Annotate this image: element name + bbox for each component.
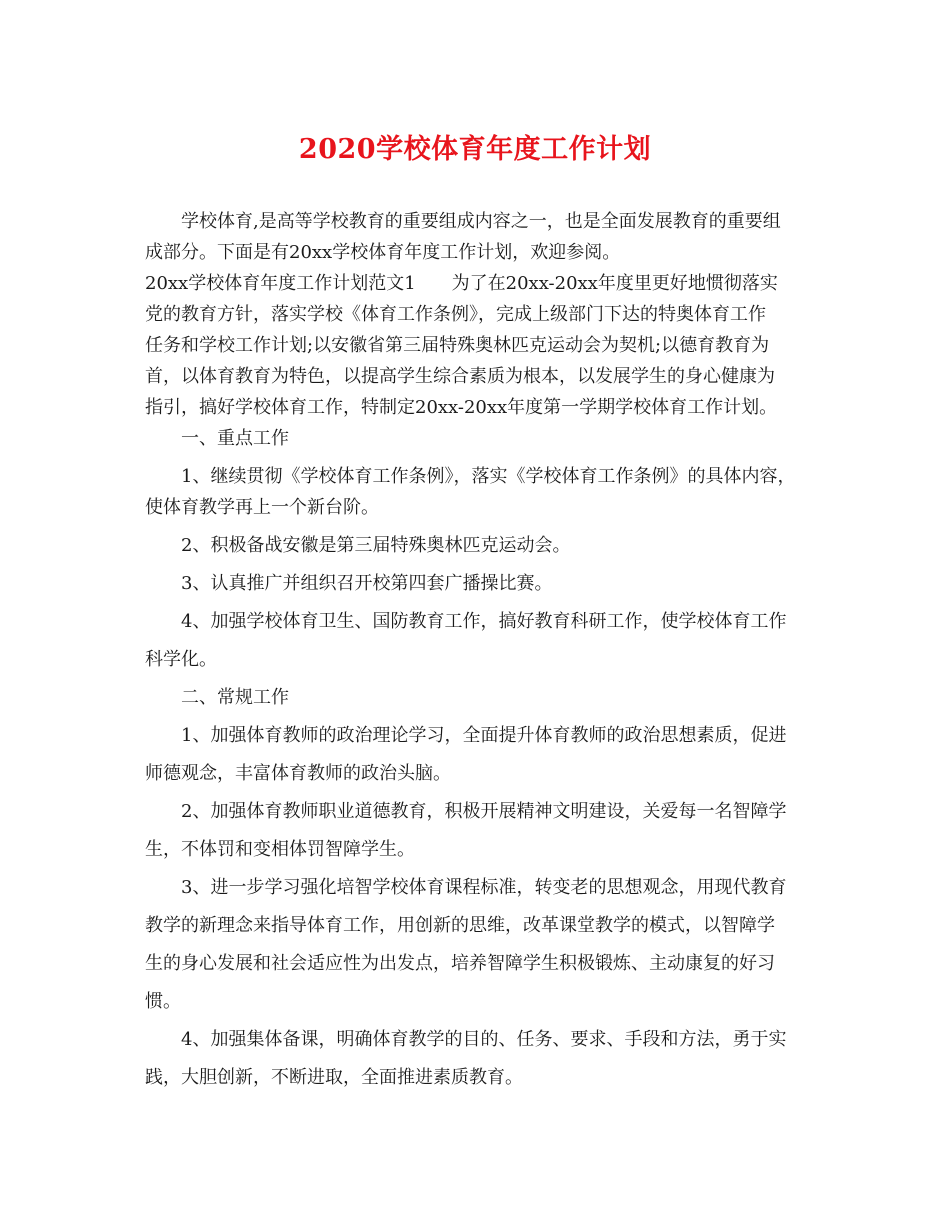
text-line: 首，以体育教育为特色，以提高学生综合素质为根本，以发展学生的身心健康为 [145, 366, 775, 387]
text-line: 4、加强学校体育卫生、国防教育工作，搞好教育科研工作，使学校体育工作 [181, 611, 787, 632]
text-line: 任务和学校工作计划;以安徽省第三届特殊奥林匹克运动会为契机;以德育教育为 [145, 335, 770, 356]
text-line: 学校体育,是高等学校教育的重要组成内容之一，也是全面发展教育的重要组 [181, 211, 781, 232]
text-line: 惯。 [145, 991, 181, 1012]
text-line: 党的教育方针，落实学校《体育工作条例》，完成上级部门下达的特奥体育工作 [145, 304, 766, 325]
text-line: 生的身心发展和社会适应性为出发点，培养智障学生积极锻炼、主动康复的好习 [145, 953, 775, 974]
text-line: 3、进一步学习强化培智学校体育课程标准，转变老的思想观念，用现代教育 [181, 877, 787, 898]
text-line: 指引，搞好学校体育工作，特制定20xx-20xx年度第一学期学校体育工作计划。 [145, 397, 778, 418]
text-line: 1、加强体育教师的政治理论学习，全面提升体育教师的政治思想素质，促进 [181, 725, 787, 746]
text-line: 2、加强体育教师职业道德教育，积极开展精神文明建设，关爱每一名智障学 [181, 801, 787, 822]
text-line: 教学的新理念来指导体育工作，用创新的思维，改革课堂教学的模式，以智障学 [145, 915, 775, 936]
text-line: 1、继续贯彻《学校体育工作条例》，落实《学校体育工作条例》的具体内容， [181, 466, 796, 487]
text-line: 生，不体罚和变相体罚智障学生。 [145, 839, 415, 860]
text-line: 2、积极备战安徽是第三届特殊奥林匹克运动会。 [181, 535, 571, 556]
text-line: 20xx学校体育年度工作计划范文1 为了在20xx-20xx年度里更好地惯彻落实 [145, 273, 778, 294]
text-line: 3、认真推广并组织召开校第四套广播操比赛。 [181, 573, 553, 594]
section-heading: 二、常规工作 [181, 687, 289, 708]
document-body [145, 206, 805, 1093]
text-line: 使体育教学再上一个新台阶。 [145, 497, 379, 518]
text-line: 师德观念，丰富体育教师的政治头脑。 [145, 763, 451, 784]
text-line: 科学化。 [145, 649, 217, 670]
document-title: 2020学校体育年度工作计划 [298, 134, 652, 165]
text-line: 践，大胆创新，不断进取，全面推进素质教育。 [145, 1067, 523, 1088]
text-line: 4、加强集体备课，明确体育教学的目的、任务、要求、手段和方法，勇于实 [181, 1029, 787, 1050]
section-heading: 一、重点工作 [181, 428, 289, 449]
text-line: 成部分。下面是有20xx学校体育年度工作计划，欢迎参阅。 [145, 242, 621, 263]
